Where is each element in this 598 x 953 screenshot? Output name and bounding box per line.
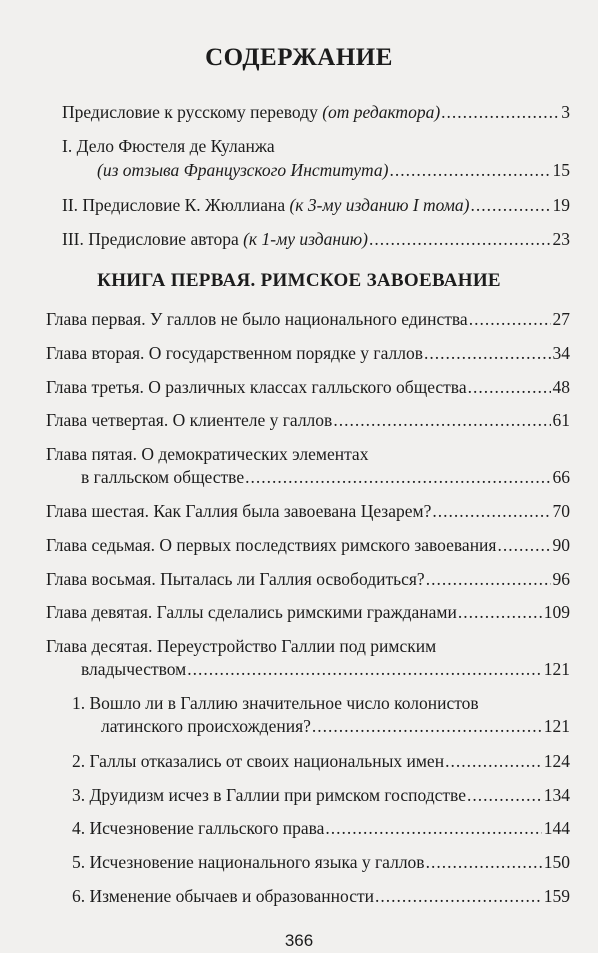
dot-leader	[325, 818, 541, 839]
dot-leader	[333, 410, 550, 431]
toc-page-number: 109	[543, 602, 570, 622]
toc-entry-chapter-1	[46, 309, 570, 330]
toc-entry-chapter-10	[81, 659, 570, 680]
toc-entry-section-3	[72, 785, 570, 806]
toc-entry-section-6	[72, 886, 570, 907]
dot-leader	[375, 886, 542, 907]
dot-leader	[497, 535, 550, 556]
toc-entry-chapter-10-line1: Глава десятая. Переустройство Галлии под римским	[46, 636, 437, 656]
toc-entry-text: Глава четвертая. О клиентеле у галлов	[46, 410, 333, 430]
toc-entry-section-2	[72, 751, 570, 772]
toc-entry-chapter-8	[46, 569, 570, 590]
toc-page-number: 121	[543, 716, 570, 736]
dot-leader	[312, 716, 542, 737]
toc-entry-section-4	[72, 818, 570, 839]
toc-entry-preface-author	[62, 229, 570, 250]
toc-entry-chapter-5-line1: Глава пятая. О демократических элементах	[46, 444, 369, 464]
toc-entry-preface-ru	[62, 102, 570, 123]
dot-leader	[389, 160, 550, 181]
toc-page-number: 96	[552, 569, 570, 589]
toc-entry-text: владычеством	[81, 659, 187, 679]
toc-page-number: 121	[543, 659, 570, 679]
toc-entry-section-1-line1: 1. Вошло ли в Галлию значительное число колонистов	[72, 693, 479, 713]
toc-entry-text: III. Предисловие автора (к 1-му изданию)	[62, 229, 368, 249]
toc-page-number: 27	[552, 309, 570, 329]
dot-leader	[441, 102, 559, 123]
toc-entry-section-5	[72, 852, 570, 873]
toc-entry-chapter-4	[46, 410, 570, 431]
toc-entry-text: 5. Исчезновение национального языка у галлов	[72, 852, 425, 872]
toc-page-number: 15	[552, 160, 570, 180]
toc-entry-chapter-2	[46, 343, 570, 364]
toc-page-number: 3	[561, 102, 570, 122]
page-title: СОДЕРЖАНИЕ	[205, 44, 393, 71]
toc-entry-text: Глава девятая. Галлы сделались римскими гражданами	[46, 602, 457, 622]
toc-entry-text: латинского происхождения?	[101, 716, 311, 736]
toc-entry-chapter-5	[81, 467, 570, 488]
folio-page-number: 366	[284, 931, 314, 950]
toc-entry-fustel	[97, 160, 570, 181]
toc-page-number: 48	[552, 377, 570, 397]
toc-page-number: 19	[552, 195, 570, 215]
toc-entry-text: Глава третья. О различных классах галльского общества	[46, 377, 467, 397]
toc-entry-section-1	[101, 716, 570, 737]
toc-entry-text: (из отзыва Французского Института)	[97, 160, 389, 180]
toc-page-number: 70	[552, 501, 570, 521]
dot-leader	[458, 602, 542, 623]
dot-leader	[471, 195, 551, 216]
part-heading: КНИГА ПЕРВАЯ. РИМСКОЕ ЗАВОЕВАНИЕ	[97, 270, 501, 291]
toc-entry-preface-jullian	[62, 195, 570, 216]
toc-entry-chapter-9	[46, 602, 570, 623]
toc-entry-text: Глава седьмая. О первых последствиях римского завоевания	[46, 535, 497, 555]
toc-entry-text: Глава вторая. О государственном порядке у галлов	[46, 343, 424, 363]
toc-page-number: 144	[543, 818, 570, 838]
dot-leader	[445, 751, 542, 772]
dot-leader	[245, 467, 550, 488]
toc-page-number: 23	[552, 229, 570, 249]
toc-entry-chapter-3	[46, 377, 570, 398]
toc-entry-text: Глава шестая. Как Галлия была завоевана Цезарем?	[46, 501, 432, 521]
toc-entry-text: Глава первая. У галлов не было национального единства	[46, 309, 468, 329]
toc-page-number: 90	[552, 535, 570, 555]
dot-leader	[432, 501, 550, 522]
toc-page-number: 150	[543, 852, 570, 872]
dot-leader	[469, 309, 551, 330]
dot-leader	[468, 377, 551, 398]
toc-entry-text: Глава восьмая. Пыталась ли Галлия освободиться?	[46, 569, 425, 589]
toc-entry-chapter-7	[46, 535, 570, 556]
dot-leader	[369, 229, 551, 250]
toc-entry-text: 4. Исчезновение галльского права	[72, 818, 325, 838]
toc-page-number: 159	[543, 886, 570, 906]
toc-entry-text: Предисловие к русскому переводу (от редактора)	[62, 102, 441, 122]
toc-entry-chapter-6	[46, 501, 570, 522]
toc-entry-text: II. Предисловие К. Жюллиана (к 3-му изданию I тома)	[62, 195, 470, 215]
toc-entry-fustel-line1: I. Дело Фюстеля де Куланжа	[62, 136, 275, 156]
toc-page-number: 34	[552, 343, 570, 363]
toc-page-number: 124	[543, 751, 570, 771]
dot-leader	[187, 659, 542, 680]
toc-entry-text: 2. Галлы отказались от своих национальных имен	[72, 751, 445, 771]
toc-entry-text: 3. Друидизм исчез в Галлии при римском господстве	[72, 785, 466, 805]
dot-leader	[426, 569, 551, 590]
dot-leader	[424, 343, 550, 364]
toc-page-number: 61	[552, 410, 570, 430]
dot-leader	[426, 852, 542, 873]
dot-leader	[467, 785, 542, 806]
toc-page-number: 134	[543, 785, 570, 805]
toc-entry-text: в галльском обществе	[81, 467, 245, 487]
toc-page-number: 66	[552, 467, 570, 487]
toc-entry-text: 6. Изменение обычаев и образованности	[72, 886, 375, 906]
